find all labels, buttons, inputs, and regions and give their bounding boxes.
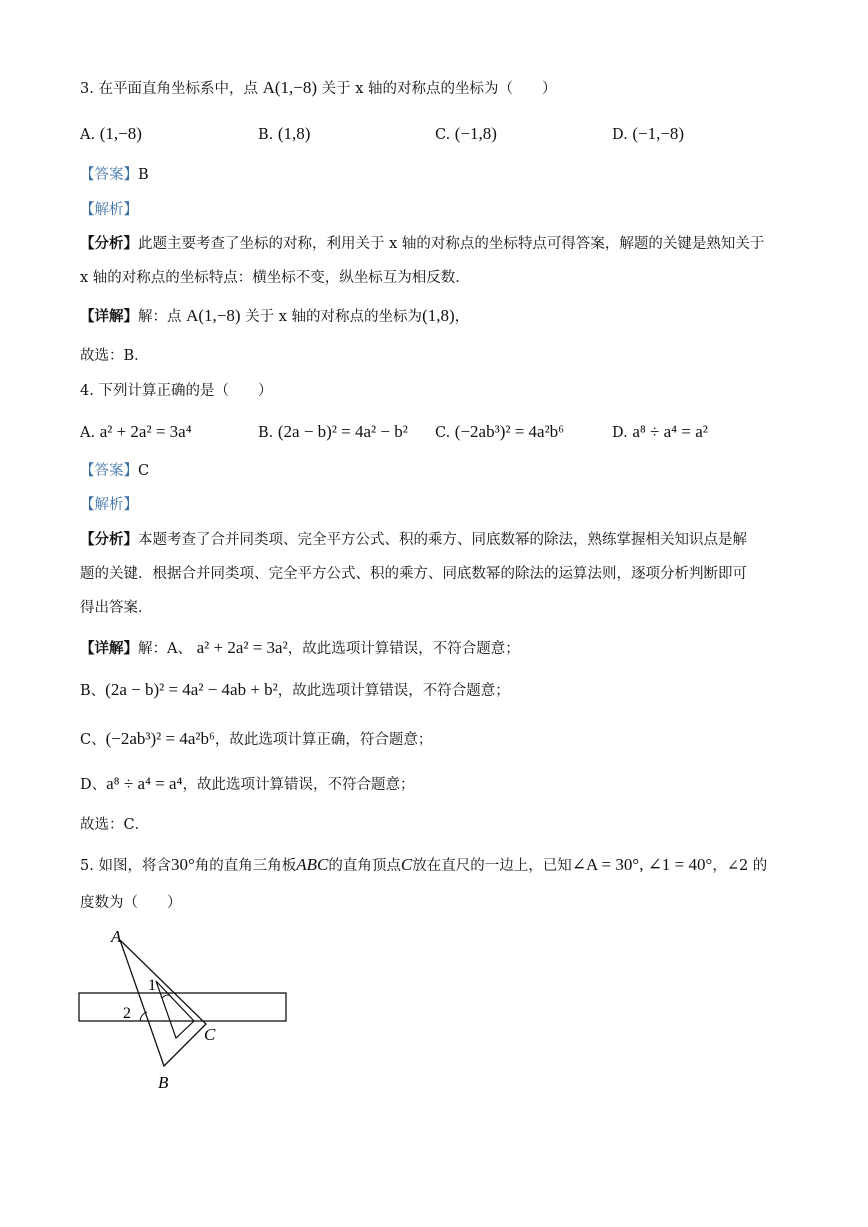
q4-answer-tag: 【答案】 <box>80 463 138 479</box>
q4-detail-b <box>80 680 510 701</box>
q4-fenxi-line1 <box>80 530 747 550</box>
q4-detail-d <box>80 774 414 795</box>
q4-option-c-value: (−2ab³)² = 4a²b⁶ <box>454 422 565 441</box>
q3-fenxi-tag: 【分析】 <box>80 235 138 252</box>
q3-detail-end: ， <box>454 309 470 325</box>
q5-stem-end: ，∠2 的 <box>712 858 768 874</box>
label-a: A <box>111 927 122 946</box>
q5-stem-pre: 5. 如图，将含 <box>80 858 171 874</box>
label-2: 2 <box>123 1005 131 1022</box>
triangle-inner <box>156 981 194 1038</box>
q4-fenxi-line2: 题的关键．根据合并同类项、完全平方公式、积的乘方、同底数幂的除法的运算法则，逐项分析判断即可 <box>80 566 747 582</box>
q4-fenxi-text1: 本题考查了合并同类项、完全平方公式、积的乘方、同底数幂的除法，熟练掌握相关知识点是解 <box>138 532 747 548</box>
q4-detail-a <box>80 638 520 659</box>
label-1: 1 <box>148 977 156 994</box>
q3-option-d-label: D. <box>612 127 628 143</box>
q4-answer <box>80 461 149 481</box>
q4-option-a <box>80 420 192 445</box>
q3-stem-post: 关于 x 轴的对称点的坐标为（ ） <box>321 81 557 97</box>
q3-option-a-label: A. <box>80 127 96 143</box>
q3-option-a <box>80 122 142 147</box>
q3-analysis-tag: 【解析】 <box>80 202 138 218</box>
q3-option-b-value: (1,8) <box>277 124 311 143</box>
q4-option-b-value: (2a − b)² = 4a² − b² <box>277 422 408 441</box>
q5-stem-line1 <box>80 855 767 876</box>
q4-fenxi-line3: 得出答案． <box>80 600 153 616</box>
q4-option-d-value: a⁸ ÷ a⁴ = a² <box>632 422 708 441</box>
label-c: C <box>204 1025 216 1044</box>
q3-answer <box>80 165 149 185</box>
label-b: B <box>158 1073 169 1092</box>
q4-option-d <box>612 420 708 445</box>
q5-figure <box>78 926 290 1092</box>
q5-stem-mid3: 放在直尺的一边上，已知 <box>412 858 572 874</box>
q3-option-c <box>435 122 497 147</box>
q4-detail-b-math: (2a − b)² = 4a² − 4ab + b² <box>105 680 278 699</box>
q4-fenxi-tag: 【分析】 <box>80 531 138 548</box>
q4-option-c-label: C. <box>435 425 451 441</box>
q3-detail <box>80 306 469 327</box>
q4-detail-b-post: ，故此选项计算错误，不符合题意； <box>277 683 510 699</box>
q4-analysis-tag: 【解析】 <box>80 497 138 513</box>
q5-stem-line2: 度数为（ ） <box>80 895 182 911</box>
q4-option-a-value: a² + 2a² = 3a⁴ <box>99 422 192 441</box>
q3-option-a-value: (1,−8) <box>99 124 142 143</box>
q4-choose: 故选：C． <box>80 817 150 833</box>
q4-detail-a-math: a² + 2a² = 3a² <box>196 638 288 657</box>
q4-detail-d-math: a⁸ ÷ a⁴ = a⁴ <box>106 774 183 793</box>
q3-fenxi-line1 <box>80 234 764 254</box>
q3-stem-pre: 3. 在平面直角坐标系中，点 <box>80 81 258 97</box>
q5-stem-abc: ABC <box>296 855 329 874</box>
q4-detail-c-math: (−2ab³)² = 4a²b⁶ <box>105 729 215 748</box>
q3-fenxi-text1: 此题主要考查了坐标的对称，利用关于 x 轴的对称点的坐标特点可得答案，解题的关键是熟知关于 <box>138 236 765 252</box>
q4-option-a-label: A. <box>80 425 96 441</box>
q4-option-b <box>258 420 408 445</box>
q4-detail-a-pre: 解：A、 <box>138 641 192 657</box>
ruler <box>79 993 286 1021</box>
q3-option-b-label: B. <box>258 127 274 143</box>
triangle-outer <box>120 940 206 1066</box>
q4-detail-tag: 【详解】 <box>80 640 138 657</box>
q4-detail-c-pre: C、 <box>80 732 106 748</box>
q4-detail-b-pre: B、 <box>80 683 106 699</box>
q5-stem-given: ∠A = 30°, ∠1 = 40° <box>571 855 713 874</box>
q4-detail-c-post: ，故此选项计算正确，符合题意； <box>214 732 433 748</box>
q4-stem: 4. 下列计算正确的是（ ） <box>80 383 273 399</box>
q5-stem-mid1: 角的直角三角板 <box>194 858 297 874</box>
q3-detail-pre: 解：点 <box>138 309 182 325</box>
q3-detail-mid: 关于 x 轴的对称点的坐标为 <box>245 309 423 325</box>
q3-answer-tag: 【答案】 <box>80 167 138 183</box>
q3-detail-tag: 【详解】 <box>80 308 138 325</box>
q3-detail-result: (1,8) <box>422 306 455 325</box>
q4-option-c <box>435 420 564 445</box>
q5-stem-mid2: 的直角顶点 <box>328 858 401 874</box>
q4-option-d-label: D. <box>612 425 628 441</box>
q3-option-c-label: C. <box>435 127 451 143</box>
q3-option-d-value: (−1,−8) <box>632 124 685 143</box>
q3-fenxi-line2: x 轴的对称点的坐标特点：横坐标不变，纵坐标互为相反数． <box>80 270 470 286</box>
q3-option-c-value: (−1,8) <box>454 124 497 143</box>
q4-detail-d-pre: D、 <box>80 777 107 793</box>
q4-detail-a-post: ，故此选项计算错误，不符合题意； <box>287 641 520 657</box>
q3-detail-point: A(1,−8) <box>186 306 241 325</box>
q3-option-d <box>612 122 684 147</box>
q3-answer-value: B <box>138 167 149 183</box>
q4-option-b-label: B. <box>258 425 274 441</box>
q3-stem <box>80 78 557 99</box>
q3-option-b <box>258 122 310 147</box>
q3-stem-point: A(1,−8) <box>262 78 317 97</box>
q4-detail-d-post: ，故此选项计算错误，不符合题意； <box>182 777 415 793</box>
q3-choose: 故选：B． <box>80 348 149 364</box>
q4-answer-value: C <box>138 463 150 479</box>
q5-stem-c: C <box>400 855 413 874</box>
q4-detail-c <box>80 729 432 750</box>
q5-stem-angle: 30° <box>170 855 195 874</box>
